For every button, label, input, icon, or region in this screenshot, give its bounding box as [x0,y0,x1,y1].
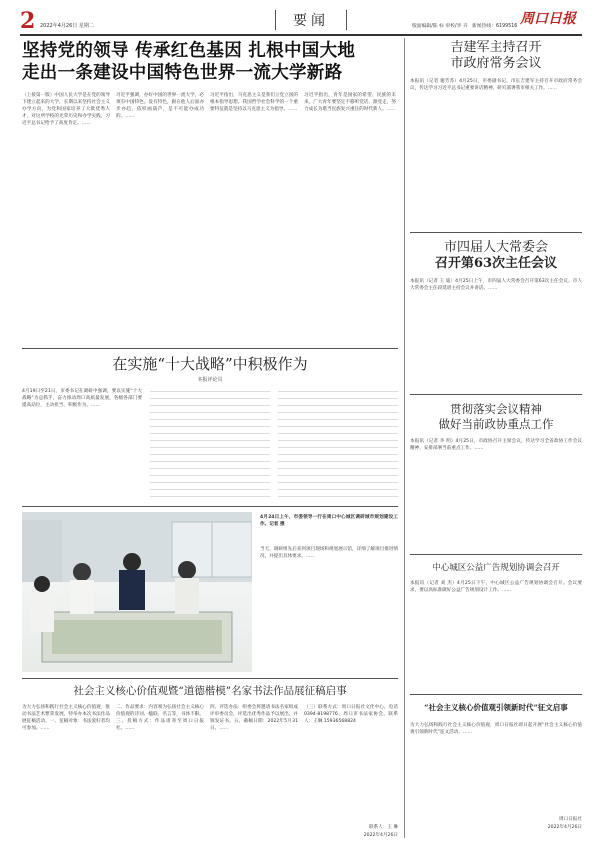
divider [410,694,582,695]
section-label: 要闻 [293,13,329,29]
right-mid-body: 本报讯（记者 王 迪）4月25日上午，市四届人大常委会召开第63次主任会议。市人大常委会主任段延谱主持会议并讲话。…… [410,279,582,291]
news-photo [22,512,252,672]
lead-body-col1: （上接第一版）中国人民大学是在党的领导下建立起来的大学，长期以来坚持社会主义办学方向，为党和国家培养了大批优秀人才。对这所学校的光荣历史和办学实践，习近平总书记给予了高度肯定。…… [22,93,110,126]
right-top-body: 本报讯（记者 谢芳苏）4月25日，市委副书记、市长吉建军主持召开市政府常务会议，传达学习习近平总书记重要讲话精神，研究部署我市相关工作。…… [410,79,582,91]
divider [22,348,398,349]
contest-body-col1: 为大力弘扬和践行社会主义核心价值观，推动书法艺术繁荣发展，特举办本次书法作品展征稿活动。一、征稿对象：书法爱好者均可参加。…… [22,705,110,731]
page-date: 2022年4月26日 星期二 [40,23,94,29]
lead-headline [22,40,402,84]
notice-body: 为大力弘扬和践行社会主义核心价值观，周口日报社即日起开展“社会主义核心价值观引领新时代”征文活动。…… [410,723,582,735]
right-small-title: 中心城区公益广告规划协调会召开 [432,563,560,573]
divider [410,394,582,395]
contest-body-col4: （三）联系方式：周口日报社文化中心，电话 0394-8198776，周口市书法家协会。联系人：王琳 15936568824 [304,705,398,724]
commentary-body-col2 [150,388,270,500]
lead-body-col2: 习近平强调，办好中国的世界一流大学，必须有中国特色。没有特色，跟在他人后面亦步亦趋，依样画葫芦，是不可能办成功的。…… [116,93,204,119]
right-mid-title-line1: 市四届人大常委会 [443,240,548,255]
notice-sign: 周口日报社 [559,817,582,822]
lead-title-line1: 坚持党的领导 传承红色基因 扎根中国大地 [22,41,356,61]
right-low-title-line1: 贯彻落实会议精神 [450,402,542,416]
right-top-story [410,40,582,72]
contest-title: 社会主义核心价值观暨“道德楷模”名家书法作品展征稿启事 [73,685,347,697]
contest-body-col2: 二、作品要求：内容须为弘扬社会主义核心价值观的诗词、楹联、名言等，书体不限。三、投稿方式：作品请寄至周口日报社。…… [116,705,204,731]
commentary-byline: 本报评论员 [197,377,223,383]
page-number: 2 [20,8,36,34]
section-title [275,10,347,30]
divider [22,678,398,679]
contest-contact: 联系人：王 琳 [368,825,398,830]
photo-story-body: 当天，调研组先后来到项目现场和规划展示馆，详细了解项目推进情况，并提出具体要求。…… [260,547,398,559]
lead-body-col3: 习近平指出，马克思主义是我们立党立国的根本指导思想。我国哲学社会科学的一个重要特征就是坚持以马克思主义为指导。…… [210,93,298,112]
commentary-title: 在实施“十大战略”中积极作为 [112,355,308,373]
hotline: 新闻热线：6199516 [472,24,518,29]
right-top-title-line2: 市政府常务会议 [450,56,542,71]
photo-caption: 4月24日上午，市委领导一行在周口中心城区调研城市规划建设工作。记者 摄 [260,515,398,527]
right-mid-story [410,240,582,272]
contest-body-col3: 四、评选办法：组委会将邀请书法名家组成评审委员会，评选出优秀作品予以展出，并颁发证书。五、截稿日期：2022年5月31日。…… [210,705,298,731]
paper-logo: 周口日报 [520,11,576,27]
commentary-body-col1: 4月19日至21日，市委书记在调研中强调，要以实施“十大战略”为总抓手，奋力推动周口高质量发展。各级各部门要提高站位，主动担当，积极作为。…… [22,389,142,408]
commentary-body-col3 [278,388,398,500]
photo-illustration [22,512,252,672]
right-low-body: 本报讯（记者 李 明）4月25日，市政协召开主席会议，传达学习全省政协工作会议精神，安排部署当前重点工作。…… [410,439,582,451]
lead-body-col4: 习近平指出，青年是国家的希望、民族的未来。广大青年要坚定不移听党话、跟党走，努力成长为堪当民族复兴重任的时代新人。…… [304,93,396,112]
column-divider [404,38,405,838]
divider [410,554,582,555]
divider [22,506,398,507]
divider [410,232,582,233]
contest-date: 2022年4月26日 [363,833,398,838]
right-small-body: 本报讯（记者 刘 杰）4月25日下午，中心城区公益广告规划协调会召开。会议要求，要以高标准做好公益广告规划设计工作。…… [410,581,582,593]
masthead-rule [20,34,582,36]
notice-title: “社会主义核心价值观引领新时代”征文启事 [424,703,568,712]
right-low-title-line2: 做好当前政协重点工作 [438,417,554,431]
right-top-title-line1: 吉建军主持召开 [450,40,542,55]
notice-date: 2022年4月26日 [547,825,582,830]
right-mid-title-line2: 召开第63次主任会议 [434,256,558,271]
lead-title-line2: 走出一条建设中国特色世界一流大学新路 [22,63,343,83]
right-low-story [410,402,582,432]
editor-line: 版面编辑/陈 标 审校/李 卉 [412,24,468,29]
masthead [20,6,582,36]
